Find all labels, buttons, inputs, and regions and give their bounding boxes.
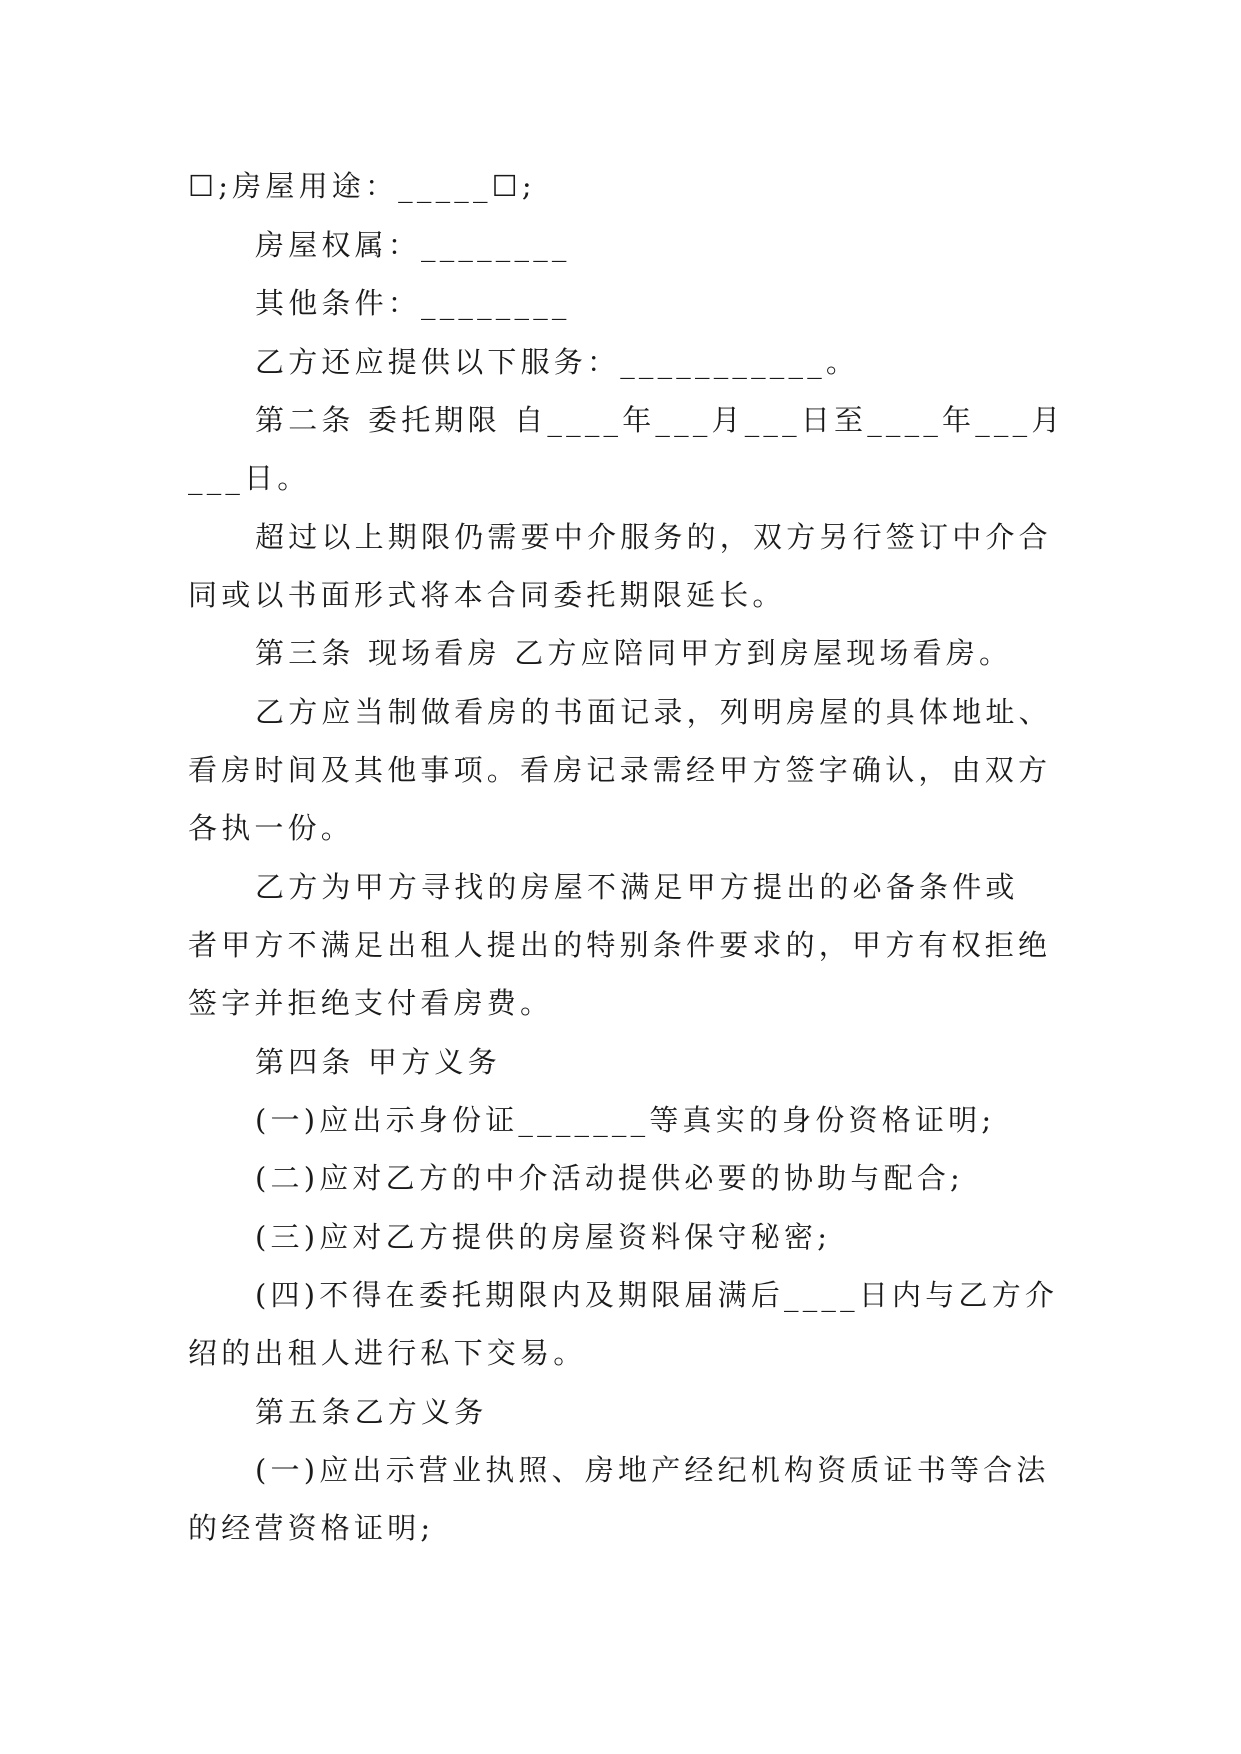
text-line-extension-1: 超过以上期限仍需要中介服务的，双方另行签订中介合 <box>255 520 1052 554</box>
text-line-ownership: 房屋权属：________ <box>255 228 571 262</box>
text-line-article-2: 第二条 委托期限 自____年___月___日至____年___月 <box>255 403 1065 437</box>
text-line-record-2: 看房时间及其他事项。看房记录需经甲方签字确认，由双方 <box>188 753 1052 787</box>
text-line-article-5: 第五条乙方义务 <box>255 1395 488 1429</box>
text-line-article-4: 第四条 甲方义务 <box>255 1045 501 1079</box>
text-line-refuse-3: 签字并拒绝支付看房费。 <box>188 986 554 1020</box>
text-line-record-1: 乙方应当制做看房的书面记录，列明房屋的具体地址、 <box>255 695 1052 729</box>
text-line-other-conditions: 其他条件：________ <box>255 286 571 320</box>
text-line-article-3: 第三条 现场看房 乙方应陪同甲方到房屋现场看房。 <box>255 636 1013 670</box>
text-line-record-3: 各执一份。 <box>188 811 355 845</box>
text-line-party-a-duty-4: (四)不得在委托期限内及期限届满后____日内与乙方介 <box>255 1278 1059 1312</box>
text-line-party-a-duty-3: (三)应对乙方提供的房屋资料保守秘密; <box>255 1220 832 1254</box>
text-line-refuse-2: 者甲方不满足出租人提出的特别条件要求的，甲方有权拒绝 <box>188 928 1052 962</box>
text-line-usage: ☐;房屋用途：_____☐; <box>188 169 536 203</box>
text-line-article-2-cont: ___日。 <box>188 461 311 495</box>
text-line-refuse-1: 乙方为甲方寻找的房屋不满足甲方提出的必备条件或 <box>255 870 1019 904</box>
text-line-party-a-duty-4-cont: 绍的出租人进行私下交易。 <box>188 1336 587 1370</box>
text-line-extension-2: 同或以书面形式将本合同委托期限延长。 <box>188 578 786 612</box>
text-line-party-a-duty-2: (二)应对乙方的中介活动提供必要的协助与配合; <box>255 1161 964 1195</box>
text-line-party-b-duty-1-cont: 的经营资格证明; <box>188 1511 435 1545</box>
text-line-party-a-duty-1: (一)应出示身份证_______等真实的身份资格证明; <box>255 1103 996 1137</box>
text-line-party-b-duty-1: (一)应出示营业执照、房地产经纪机构资质证书等合法 <box>255 1453 1050 1487</box>
text-line-extra-services: 乙方还应提供以下服务：___________。 <box>255 345 860 379</box>
